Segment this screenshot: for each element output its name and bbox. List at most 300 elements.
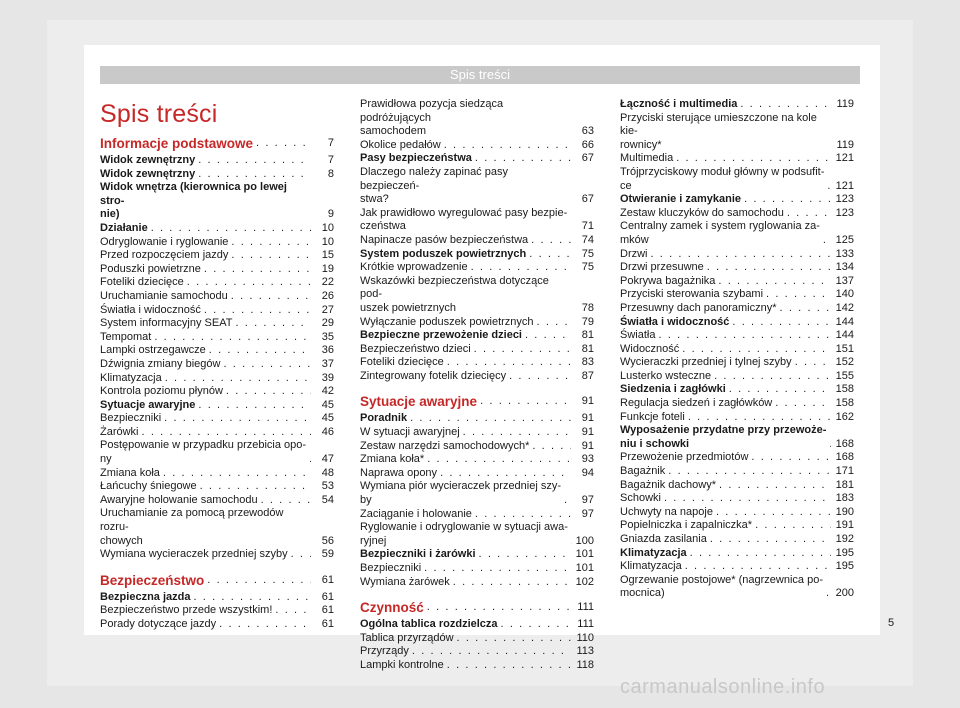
toc-dot-leader	[716, 506, 831, 520]
toc-entry-label: Ogólna tablica rozdzielcza	[360, 618, 498, 631]
toc-dot-leader	[198, 154, 311, 168]
toc-entry-page: 200	[835, 587, 854, 600]
toc-dot-leader	[209, 344, 311, 358]
toc-entry[interactable]	[620, 302, 854, 316]
toc-entry-page: 78	[581, 301, 594, 314]
toc-entry[interactable]	[100, 548, 334, 562]
toc-entry[interactable]	[100, 494, 334, 508]
toc-entry-label: Trójprzyciskowy moduł główny w podsufit- ce	[620, 165, 825, 192]
toc-entry[interactable]	[620, 98, 854, 112]
toc-dot-leader	[207, 572, 311, 589]
toc-entry[interactable]	[360, 316, 594, 330]
toc-dot-leader	[480, 393, 571, 410]
toc-dot-leader	[440, 467, 571, 481]
toc-entry[interactable]	[620, 397, 854, 411]
toc-dot-leader	[729, 383, 831, 397]
toc-entry-label: Sytuacje awaryjne	[360, 394, 478, 410]
toc-dot-leader	[198, 399, 311, 413]
toc-entry-label: Zestaw narzędzi samochodowych*	[360, 439, 530, 452]
toc-entry-label: Uchwyty na napoje	[620, 505, 713, 518]
toc-entry-label: Regulacja siedzeń i zagłówków	[620, 397, 773, 410]
toc-entry-page: 133	[835, 247, 854, 260]
toc-entry-page: 10	[321, 235, 334, 248]
toc-entry[interactable]	[100, 412, 334, 426]
toc-dot-leader	[412, 645, 571, 659]
toc-entry[interactable]	[620, 424, 854, 451]
toc-entry-page: 118	[576, 658, 594, 671]
toc-dot-leader	[529, 248, 571, 262]
toc-section-heading[interactable]	[100, 135, 334, 152]
toc-entry-page: 81	[581, 329, 594, 342]
toc-dot-leader	[164, 412, 311, 426]
toc-entry[interactable]	[360, 508, 594, 522]
toc-entry-page: 195	[835, 546, 854, 559]
toc-dot-leader	[564, 494, 571, 508]
toc-entry-label: Klimatyzacja	[620, 560, 682, 573]
toc-dot-leader	[231, 249, 311, 263]
toc-entry[interactable]	[100, 399, 334, 413]
toc-entry-label: Foteliki dziecięce	[100, 276, 184, 289]
toc-entry-label: Drzwi	[620, 247, 648, 260]
toc-entry-page: 158	[835, 397, 854, 410]
toc-entry-page: 119	[836, 138, 854, 151]
toc-entry-label: Widok zewnętrzny	[100, 167, 196, 180]
toc-entry-label: Postępowanie w przypadku przebicia opo- ny	[100, 439, 307, 466]
toc-entry[interactable]	[360, 412, 594, 426]
toc-dot-leader	[275, 604, 311, 618]
toc-entry-label: Poradnik	[360, 412, 408, 425]
toc-entry-page: 29	[321, 317, 334, 330]
toc-entry-label: Otwieranie i zamykanie	[620, 193, 742, 206]
toc-entry[interactable]	[360, 234, 594, 248]
toc-entry-label: Funkcje foteli	[620, 410, 685, 423]
toc-entry-label: Widoczność	[620, 342, 680, 355]
toc-entry[interactable]	[100, 249, 334, 263]
toc-entry-label: Pasy bezpieczeństwa	[360, 152, 472, 165]
toc-entry-page: 190	[835, 505, 854, 518]
toc-entry-page: 61	[321, 604, 334, 617]
toc-dot-leader	[751, 451, 831, 465]
toc-dot-leader	[226, 385, 311, 399]
toc-entry[interactable]	[360, 139, 594, 153]
toc-entry[interactable]	[620, 479, 854, 493]
toc-entry-page: 61	[321, 618, 334, 630]
toc-entry[interactable]	[100, 331, 334, 345]
toc-entry[interactable]	[620, 574, 854, 601]
toc-entry[interactable]	[620, 506, 854, 520]
toc-entry-label: Dźwignia zmiany biegów	[100, 357, 221, 370]
toc-section-heading[interactable]	[360, 599, 594, 616]
toc-dot-leader	[685, 560, 831, 574]
toc-dot-leader	[668, 465, 831, 479]
toc-entry[interactable]	[360, 370, 594, 384]
toc-dot-leader	[479, 548, 571, 562]
toc-entry-page: 91	[581, 395, 594, 408]
toc-entry-page: 83	[581, 356, 594, 369]
toc-entry-page: 101	[575, 562, 594, 574]
toc-entry-label: Ryglowanie i odryglowanie w sytuacji awa- ryjnej	[360, 521, 568, 547]
toc-entry[interactable]	[100, 372, 334, 386]
toc-entry-label: Multimedia	[620, 152, 674, 165]
toc-dot-leader	[193, 591, 311, 605]
toc-entry-page: 111	[577, 618, 594, 631]
toc-entry-label: Przesuwny dach panoramiczny*	[620, 301, 777, 314]
toc-dot-leader	[463, 426, 571, 440]
toc-column-3	[620, 98, 854, 601]
toc-entry[interactable]	[620, 411, 854, 425]
toc-entry-label: Dlaczego należy zapinać pasy bezpieczeń- stwa?	[360, 165, 508, 206]
toc-dot-leader	[198, 168, 311, 182]
toc-entry[interactable]	[620, 383, 854, 397]
toc-entry-page: 123	[835, 206, 854, 219]
toc-entry-label: Informacje podstawowe	[100, 136, 254, 151]
toc-entry-label: Wycieraczki przedniej i tylnej szyby	[620, 356, 792, 369]
toc-dot-leader	[457, 632, 571, 646]
toc-entry-label: Widok wnętrza (kierownica po lewej stro- nie)	[100, 181, 287, 221]
toc-entry-label: Wskazówki bezpieczeństwa dotyczące pod- uszek powietrznych	[360, 274, 549, 314]
toc-entry[interactable]	[100, 222, 334, 236]
toc-dot-leader	[475, 508, 571, 522]
toc-entry-page: 45	[321, 412, 334, 425]
toc-dot-leader	[501, 618, 571, 632]
toc-entry[interactable]	[100, 317, 334, 331]
toc-entry[interactable]	[360, 467, 594, 481]
toc-dot-leader	[710, 533, 831, 547]
toc-entry[interactable]	[620, 193, 854, 207]
toc-dot-leader	[755, 519, 831, 533]
toc-entry[interactable]	[360, 521, 594, 548]
toc-entry[interactable]	[620, 560, 854, 574]
toc-dot-leader	[151, 222, 311, 236]
toc-entry-page: 48	[321, 466, 334, 479]
toc-entry-label: Naprawa opony	[360, 466, 438, 479]
toc-entry-label: Łączność i multimedia	[620, 98, 738, 110]
toc-entry-label: Bezpieczna jazda	[100, 590, 191, 603]
toc-entry-label: Czynność	[360, 600, 424, 616]
toc-entry[interactable]	[100, 385, 334, 399]
toc-dot-leader	[787, 207, 831, 221]
toc-entry-page: 7	[327, 154, 334, 166]
toc-entry[interactable]	[100, 344, 334, 358]
toc-entry[interactable]	[620, 288, 854, 302]
toc-entry[interactable]	[100, 358, 334, 372]
toc-entry-page: 74	[581, 233, 594, 246]
toc-dot-leader	[309, 453, 311, 467]
toc-section-heading[interactable]	[100, 572, 334, 589]
toc-entry-page: 71	[581, 220, 594, 233]
toc-entry-label: Przed rozpoczęciem jazdy	[100, 249, 229, 262]
toc-entry-label: Wymiana wycieraczek przedniej szyby	[100, 548, 288, 561]
toc-entry-page: 66	[581, 138, 594, 151]
toc-entry-page: 162	[835, 410, 854, 423]
toc-entry-page: 168	[835, 451, 854, 464]
toc-entry[interactable]	[360, 329, 594, 343]
toc-dot-leader	[427, 453, 571, 467]
toc-entry[interactable]	[360, 645, 594, 659]
toc-entry-page: 155	[835, 369, 854, 382]
toc-dot-leader	[826, 587, 831, 601]
toc-entry-page: 63	[581, 125, 594, 138]
toc-entry-page: 134	[835, 261, 854, 274]
toc-dot-leader	[707, 261, 831, 275]
toc-entry[interactable]	[620, 343, 854, 357]
toc-entry-page: 142	[835, 301, 854, 314]
toc-entry[interactable]	[360, 453, 594, 467]
toc-entry-page: 61	[321, 573, 334, 586]
toc-entry-page: 9	[327, 208, 334, 221]
toc-entry-page: 151	[835, 342, 854, 355]
toc-entry-label: Prawidłowa pozycja siedząca podróżujących samochodem	[360, 98, 504, 138]
toc-entry-page: 15	[321, 249, 334, 262]
toc-dot-leader	[200, 480, 311, 494]
toc-entry-page: 10	[321, 221, 334, 234]
toc-entry[interactable]	[360, 426, 594, 440]
toc-entry-page: 125	[835, 233, 854, 246]
toc-entry-page: 191	[835, 519, 854, 532]
toc-entry-page: 111	[577, 601, 594, 614]
toc-entry-label: Popielniczka i zapalniczka*	[620, 519, 753, 532]
toc-entry-page: 110	[576, 631, 594, 644]
toc-entry[interactable]	[620, 316, 854, 330]
toc-entry-page: 97	[581, 494, 594, 507]
toc-entry[interactable]	[360, 480, 594, 507]
toc-entry[interactable]	[360, 98, 594, 139]
toc-dot-leader	[427, 599, 571, 616]
toc-entry-label: Pokrywa bagażnika	[620, 274, 716, 287]
toc-entry-label: Bezpieczeństwo	[100, 572, 205, 588]
toc-entry-label: Przyciski sterujące umieszczone na kole kie- rownicy*	[620, 111, 817, 151]
toc-dot-leader	[204, 263, 311, 277]
toc-entry-page: 19	[321, 262, 334, 275]
toc-entry[interactable]	[360, 440, 594, 454]
toc-entry-label: Wyłączanie poduszek powietrznych	[360, 315, 534, 328]
toc-entry[interactable]	[620, 220, 854, 247]
toc-dot-leader	[261, 494, 311, 508]
toc-entry-label: Tablica przyrządów	[360, 631, 454, 644]
toc-entry-page: 54	[321, 493, 334, 506]
toc-entry[interactable]	[360, 261, 594, 275]
toc-dot-leader	[410, 412, 571, 426]
toc-entry[interactable]	[620, 248, 854, 262]
toc-entry-page: 59	[321, 548, 334, 561]
toc-entry[interactable]	[100, 618, 334, 632]
toc-entry-page: 144	[835, 329, 854, 342]
toc-entry-label: Sytuacje awaryjne	[100, 398, 196, 411]
toc-entry-page: 37	[321, 357, 334, 370]
toc-entry[interactable]	[620, 370, 854, 384]
toc-entry-page: 36	[321, 344, 334, 357]
toc-dot-leader	[688, 411, 831, 425]
watermark: carmanualsonline.info	[620, 676, 826, 698]
toc-entry[interactable]	[100, 168, 334, 182]
toc-entry-label: Kontrola poziomu płynów	[100, 385, 223, 398]
toc-dot-leader	[453, 576, 571, 590]
toc-entry[interactable]	[100, 154, 334, 168]
toc-entry-label: Wyposażenie przydatne przy przewoże- niu i schowki	[620, 424, 827, 450]
toc-dot-leader	[223, 358, 311, 372]
toc-entry[interactable]	[360, 343, 594, 357]
toc-entry-label: Żarówki	[100, 425, 139, 438]
toc-entry[interactable]	[620, 465, 854, 479]
toc-entry-label: Bezpieczeństwo przede wszystkim!	[100, 604, 273, 617]
toc-entry-label: Jak prawidłowo wyregulować pasy bezpie- czeństwa	[360, 206, 568, 233]
toc-entry[interactable]	[100, 439, 334, 466]
toc-entry-label: Zaciąganie i holowanie	[360, 507, 472, 520]
header-title: Spis treści	[450, 67, 510, 82]
toc-entry-page: 137	[835, 274, 854, 287]
toc-dot-leader	[424, 562, 571, 576]
toc-entry-page: 45	[321, 398, 334, 411]
toc-entry-label: Gniazda zasilania	[620, 533, 707, 545]
toc-entry[interactable]	[100, 236, 334, 250]
toc-entry[interactable]	[620, 519, 854, 533]
toc-entry[interactable]	[360, 548, 594, 562]
toc-entry-label: Uruchamianie za pomocą przewodów rozru- chowych	[100, 507, 284, 547]
toc-dot-leader	[537, 316, 571, 330]
toc-entry-label: Bezpieczniki i żarówki	[360, 548, 476, 561]
toc-entry[interactable]	[360, 275, 594, 316]
toc-entry-page: 119	[836, 98, 854, 110]
toc-entry[interactable]	[360, 618, 594, 632]
toc-entry[interactable]	[360, 248, 594, 262]
toc-entry-label: Zmiana koła*	[360, 453, 425, 466]
toc-entry[interactable]	[360, 632, 594, 646]
toc-entry[interactable]	[100, 507, 334, 548]
toc-entry[interactable]	[360, 576, 594, 590]
toc-entry-label: Bezpieczne przewożenie dzieci	[360, 329, 522, 342]
toc-entry-page: 181	[835, 478, 854, 491]
toc-entry[interactable]	[360, 152, 594, 166]
toc-entry[interactable]	[100, 591, 334, 605]
toc-entry-label: Przyciski sterowania szybami	[620, 288, 764, 301]
toc-dot-leader	[718, 275, 831, 289]
toc-entry[interactable]	[620, 547, 854, 561]
toc-dot-leader	[204, 304, 311, 318]
toc-dot-leader	[509, 370, 571, 384]
toc-dot-leader	[231, 236, 311, 250]
toc-entry[interactable]	[620, 166, 854, 193]
toc-entry[interactable]	[100, 480, 334, 494]
toc-entry[interactable]	[620, 275, 854, 289]
toc-entry[interactable]	[100, 290, 334, 304]
toc-entry-label: Ogrzewanie postojowe* (nagrzewnica po- mocnica)	[620, 573, 823, 600]
toc-entry-label: System informacyjny SEAT	[100, 317, 233, 330]
toc-entry-label: Przyrządy	[360, 645, 409, 658]
toc-entry[interactable]	[100, 181, 334, 222]
toc-entry[interactable]	[620, 112, 854, 153]
toc-entry-page: 183	[835, 492, 854, 505]
toc-entry-label: Działanie	[100, 221, 148, 234]
toc-entry[interactable]	[100, 604, 334, 618]
toc-entry[interactable]	[620, 152, 854, 166]
toc-entry-label: Bezpieczniki	[360, 562, 422, 574]
toc-entry-label: Krótkie wprowadzenie	[360, 261, 468, 274]
toc-entry-label: Lampki kontrolne	[360, 658, 444, 671]
toc-dot-leader	[163, 467, 311, 481]
toc-entry[interactable]	[360, 207, 594, 234]
toc-entry-page: 8	[327, 167, 334, 180]
toc-dot-leader	[664, 492, 831, 506]
toc-entry-label: Lusterko wsteczne	[620, 369, 712, 382]
toc-entry-label: Centralny zamek i system ryglowania za- mków	[620, 220, 820, 246]
toc-entry[interactable]	[360, 659, 594, 673]
toc-entry[interactable]	[620, 329, 854, 343]
toc-entry-page: 91	[581, 412, 594, 425]
toc-column-1	[100, 135, 334, 632]
toc-dot-leader	[744, 193, 831, 207]
toc-entry-page: 91	[581, 426, 594, 439]
toc-dot-leader	[827, 180, 831, 194]
toc-entry-page: 75	[581, 247, 594, 260]
toc-entry-page: 56	[321, 534, 334, 547]
toc-entry[interactable]	[360, 166, 594, 207]
toc-entry[interactable]	[100, 276, 334, 290]
toc-dot-leader	[219, 618, 311, 632]
toc-entry-label: Wymiana piór wycieraczek przedniej szy- by	[360, 480, 562, 507]
toc-entry[interactable]	[100, 304, 334, 318]
toc-dot-leader	[795, 356, 831, 370]
toc-entry-page: 27	[321, 303, 334, 316]
toc-entry[interactable]	[620, 451, 854, 465]
toc-entry-page: 152	[835, 356, 854, 369]
toc-entry[interactable]	[100, 263, 334, 277]
toc-entry[interactable]	[620, 356, 854, 370]
toc-dot-leader	[235, 317, 311, 331]
toc-dot-leader	[444, 139, 571, 153]
toc-entry-page: 113	[576, 645, 594, 658]
toc-entry[interactable]	[620, 492, 854, 506]
toc-entry-page: 97	[581, 507, 594, 520]
toc-entry-label: Wymiana żarówek	[360, 575, 450, 588]
toc-entry[interactable]	[620, 261, 854, 275]
toc-entry[interactable]	[620, 533, 854, 547]
toc-entry-page: 144	[835, 315, 854, 328]
toc-entry-label: Bagażnik	[620, 465, 666, 478]
toc-entry[interactable]	[360, 562, 594, 576]
toc-entry[interactable]	[100, 426, 334, 440]
toc-entry-label: Widok zewnętrzny	[100, 154, 196, 166]
toc-entry-label: Napinacze pasów bezpieczeństwa	[360, 233, 529, 246]
toc-entry-label: Zintegrowany fotelik dziecięcy	[360, 369, 507, 382]
toc-dot-leader	[474, 343, 571, 357]
toc-entry[interactable]	[100, 467, 334, 481]
toc-entry[interactable]	[360, 356, 594, 370]
toc-entry-label: Światła	[620, 329, 656, 342]
toc-entry-page: 7	[327, 137, 334, 149]
toc-entry-label: Okolice pedałów	[360, 138, 441, 151]
toc-entry-label: Zestaw kluczyków do samochodu	[620, 206, 784, 219]
toc-dot-leader	[471, 261, 571, 275]
toc-entry-label: Odryglowanie i ryglowanie	[100, 235, 229, 248]
toc-entry-page: 91	[581, 439, 594, 452]
toc-entry-page: 158	[835, 383, 854, 396]
toc-dot-leader	[447, 659, 571, 673]
toc-entry-label: Porady dotyczące jazdy	[100, 618, 217, 630]
page-number: 5	[888, 617, 895, 629]
toc-entry-label: W sytuacji awaryjnej	[360, 426, 460, 439]
toc-column-2	[360, 98, 594, 673]
toc-dot-leader	[690, 547, 831, 561]
toc-entry-page: 195	[835, 560, 854, 573]
toc-entry[interactable]	[620, 207, 854, 221]
toc-dot-leader	[780, 302, 831, 316]
toc-entry-label: Uruchamianie samochodu	[100, 289, 228, 302]
toc-section-heading[interactable]	[360, 393, 594, 410]
toc-entry-page: 39	[321, 371, 334, 384]
toc-dot-leader	[766, 288, 831, 302]
toc-dot-leader	[154, 331, 311, 345]
toc-entry-label: Klimatyzacja	[620, 546, 687, 559]
